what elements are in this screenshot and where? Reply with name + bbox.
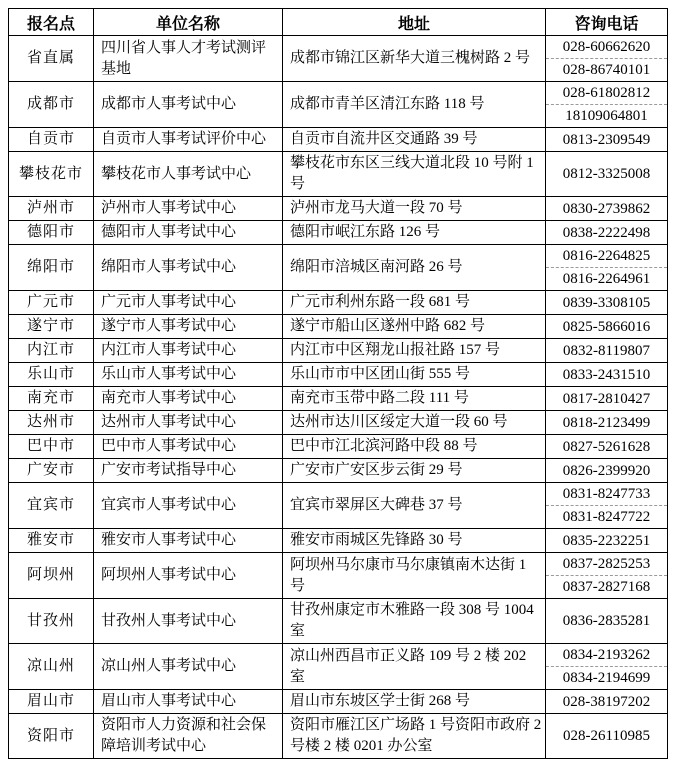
table-row bbox=[9, 459, 668, 483]
cell-unit-name: 雅安市人事考试中心 bbox=[94, 529, 283, 553]
cell-registration-point: 乐山市 bbox=[9, 363, 94, 387]
col-header-unit-name: 单位名称 bbox=[94, 9, 283, 36]
cell-phone bbox=[546, 690, 668, 714]
col-header-phone: 咨询电话 bbox=[546, 9, 668, 36]
cell-address: 绵阳市涪城区南河路 26 号 bbox=[283, 245, 546, 291]
table-row bbox=[9, 315, 668, 339]
cell-registration-point: 达州市 bbox=[9, 411, 94, 435]
cell-registration-point: 广元市 bbox=[9, 291, 94, 315]
cell-registration-point: 德阳市 bbox=[9, 221, 94, 245]
cell-registration-point: 凉山州 bbox=[9, 644, 94, 690]
cell-phone bbox=[546, 197, 668, 221]
col-header-registration-point: 报名点 bbox=[9, 9, 94, 36]
cell-registration-point: 巴中市 bbox=[9, 435, 94, 459]
cell-address: 自贡市自流井区交通路 39 号 bbox=[283, 128, 546, 152]
cell-registration-point: 南充市 bbox=[9, 387, 94, 411]
cell-registration-point: 阿坝州 bbox=[9, 553, 94, 599]
table-row bbox=[9, 690, 668, 714]
cell-address: 眉山市东坡区学士街 268 号 bbox=[283, 690, 546, 714]
cell-unit-name: 内江市人事考试中心 bbox=[94, 339, 283, 363]
cell-address: 雅安市雨城区先锋路 30 号 bbox=[283, 529, 546, 553]
phone-number: 028-38197202 bbox=[562, 693, 651, 710]
cell-unit-name: 遂宁市人事考试中心 bbox=[94, 315, 283, 339]
phone-number: 0827-5261628 bbox=[562, 438, 651, 455]
table-row bbox=[9, 339, 668, 363]
cell-unit-name: 德阳市人事考试中心 bbox=[94, 221, 283, 245]
cell-phone bbox=[546, 128, 668, 152]
phone-number: 0813-2309549 bbox=[562, 131, 651, 148]
cell-address: 德阳市岷江东路 126 号 bbox=[283, 221, 546, 245]
cell-unit-name: 广安市考试指导中心 bbox=[94, 459, 283, 483]
cell-phone bbox=[546, 529, 668, 553]
phone-number: 0832-8119807 bbox=[563, 342, 650, 359]
cell-unit-name: 甘孜州人事考试中心 bbox=[94, 599, 283, 644]
cell-unit-name: 成都市人事考试中心 bbox=[94, 82, 283, 128]
cell-address: 攀枝花市东区三线大道北段 10 号附 1 号 bbox=[283, 152, 546, 197]
cell-phone bbox=[546, 387, 668, 411]
cell-phone bbox=[546, 483, 668, 529]
cell-unit-name: 巴中市人事考试中心 bbox=[94, 435, 283, 459]
cell-registration-point: 宜宾市 bbox=[9, 483, 94, 529]
cell-phone bbox=[546, 152, 668, 197]
phone-number: 0831-8247722 bbox=[546, 505, 667, 528]
table-row bbox=[9, 483, 668, 529]
phone-number: 028-26110985 bbox=[563, 728, 650, 744]
cell-unit-name: 宜宾市人事考试中心 bbox=[94, 483, 283, 529]
phone-number: 0812-3325008 bbox=[562, 166, 651, 182]
cell-address: 甘孜州康定市木雅路一段 308 号 1004 室 bbox=[283, 599, 546, 644]
cell-phone bbox=[546, 291, 668, 315]
table-row bbox=[9, 529, 668, 553]
cell-registration-point: 攀枝花市 bbox=[9, 152, 94, 197]
cell-address: 达州市达川区绥定大道一段 60 号 bbox=[283, 411, 546, 435]
cell-address: 巴中市江北滨河路中段 88 号 bbox=[283, 435, 546, 459]
cell-address: 凉山州西昌市正义路 109 号 2 楼 202 室 bbox=[283, 644, 546, 690]
phone-number: 0837-2825253 bbox=[562, 556, 651, 572]
cell-phone bbox=[546, 36, 668, 82]
phone-number: 0839-3308105 bbox=[562, 294, 651, 311]
cell-address: 广元市利州东路一段 681 号 bbox=[283, 291, 546, 315]
cell-phone bbox=[546, 363, 668, 387]
cell-unit-name: 绵阳市人事考试中心 bbox=[94, 245, 283, 291]
cell-registration-point: 甘孜州 bbox=[9, 599, 94, 644]
cell-address: 宜宾市翠屏区大碑巷 37 号 bbox=[283, 483, 546, 529]
cell-phone bbox=[546, 435, 668, 459]
cell-address: 乐山市市中区团山街 555 号 bbox=[283, 363, 546, 387]
cell-unit-name: 南充市人事考试中心 bbox=[94, 387, 283, 411]
cell-unit-name: 自贡市人事考试评价中心 bbox=[94, 128, 283, 152]
table-row bbox=[9, 128, 668, 152]
table-row bbox=[9, 152, 668, 197]
table-row bbox=[9, 363, 668, 387]
cell-phone bbox=[546, 82, 668, 128]
cell-unit-name: 广元市人事考试中心 bbox=[94, 291, 283, 315]
table-row bbox=[9, 36, 668, 82]
cell-registration-point: 广安市 bbox=[9, 459, 94, 483]
phone-number: 0816-2264961 bbox=[546, 267, 667, 290]
phone-number: 0837-2827168 bbox=[546, 575, 667, 598]
phone-number: 028-61802812 bbox=[562, 85, 651, 101]
cell-unit-name: 攀枝花市人事考试中心 bbox=[94, 152, 283, 197]
cell-registration-point: 成都市 bbox=[9, 82, 94, 128]
cell-address: 阿坝州马尔康市马尔康镇南木达街 1 号 bbox=[283, 553, 546, 599]
cell-address: 广安市广安区步云街 29 号 bbox=[283, 459, 546, 483]
phone-number: 0834-2194699 bbox=[546, 666, 667, 689]
cell-unit-name: 达州市人事考试中心 bbox=[94, 411, 283, 435]
cell-registration-point: 省直属 bbox=[9, 36, 94, 82]
col-header-address: 地址 bbox=[283, 9, 546, 36]
cell-unit-name: 眉山市人事考试中心 bbox=[94, 690, 283, 714]
cell-unit-name: 阿坝州人事考试中心 bbox=[94, 553, 283, 599]
table-row bbox=[9, 197, 668, 221]
table-row bbox=[9, 553, 668, 599]
cell-phone bbox=[546, 644, 668, 690]
phone-number: 0826-2399920 bbox=[562, 462, 651, 479]
cell-address: 成都市锦江区新华大道三槐树路 2 号 bbox=[283, 36, 546, 82]
table-row bbox=[9, 245, 668, 291]
cell-registration-point: 雅安市 bbox=[9, 529, 94, 553]
cell-address: 南充市玉带中路二段 111 号 bbox=[283, 387, 546, 411]
table-row bbox=[9, 221, 668, 245]
cell-unit-name: 资阳市人力资源和社会保障培训考试中心 bbox=[94, 714, 283, 759]
cell-address: 泸州市龙马大道一段 70 号 bbox=[283, 197, 546, 221]
phone-number: 0833-2431510 bbox=[562, 366, 651, 383]
contact-table bbox=[8, 8, 668, 759]
phone-number: 18109064801 bbox=[546, 104, 667, 127]
cell-address: 遂宁市船山区遂州中路 682 号 bbox=[283, 315, 546, 339]
phone-number: 0825-5866016 bbox=[562, 318, 651, 335]
phone-number: 0831-8247733 bbox=[562, 486, 651, 502]
phone-number: 0817-2810427 bbox=[562, 390, 651, 407]
table-row bbox=[9, 714, 668, 759]
cell-phone bbox=[546, 411, 668, 435]
phone-number: 028-60662620 bbox=[562, 39, 651, 55]
phone-number: 028-86740101 bbox=[546, 58, 667, 81]
cell-registration-point: 内江市 bbox=[9, 339, 94, 363]
cell-registration-point: 眉山市 bbox=[9, 690, 94, 714]
table-row bbox=[9, 82, 668, 128]
table-body bbox=[9, 36, 668, 759]
table-row bbox=[9, 291, 668, 315]
phone-number: 0838-2222498 bbox=[562, 224, 651, 241]
cell-phone bbox=[546, 459, 668, 483]
cell-registration-point: 资阳市 bbox=[9, 714, 94, 759]
phone-number: 0835-2232251 bbox=[562, 532, 651, 549]
header-row bbox=[9, 9, 668, 36]
cell-phone bbox=[546, 714, 668, 759]
cell-address: 资阳市雁江区广场路 1 号资阳市政府 2 号楼 2 楼 0201 办公室 bbox=[283, 714, 546, 759]
table-row bbox=[9, 644, 668, 690]
phone-number: 0816-2264825 bbox=[562, 248, 651, 264]
cell-phone bbox=[546, 553, 668, 599]
cell-phone bbox=[546, 245, 668, 291]
phone-number: 0830-2739862 bbox=[562, 200, 651, 217]
cell-address: 内江市中区翔龙山报社路 157 号 bbox=[283, 339, 546, 363]
cell-address: 成都市青羊区清江东路 118 号 bbox=[283, 82, 546, 128]
phone-number: 0836-2835281 bbox=[562, 613, 651, 629]
phone-number: 0818-2123499 bbox=[562, 414, 651, 431]
table-row bbox=[9, 435, 668, 459]
table-row bbox=[9, 599, 668, 644]
cell-unit-name: 四川省人事人才考试测评基地 bbox=[94, 36, 283, 82]
table-row bbox=[9, 411, 668, 435]
cell-registration-point: 泸州市 bbox=[9, 197, 94, 221]
phone-number: 0834-2193262 bbox=[562, 647, 651, 663]
cell-phone bbox=[546, 339, 668, 363]
cell-unit-name: 凉山州人事考试中心 bbox=[94, 644, 283, 690]
cell-unit-name: 乐山市人事考试中心 bbox=[94, 363, 283, 387]
cell-registration-point: 绵阳市 bbox=[9, 245, 94, 291]
cell-phone bbox=[546, 221, 668, 245]
cell-unit-name: 泸州市人事考试中心 bbox=[94, 197, 283, 221]
table-row bbox=[9, 387, 668, 411]
cell-registration-point: 遂宁市 bbox=[9, 315, 94, 339]
cell-phone bbox=[546, 599, 668, 644]
cell-registration-point: 自贡市 bbox=[9, 128, 94, 152]
cell-phone bbox=[546, 315, 668, 339]
